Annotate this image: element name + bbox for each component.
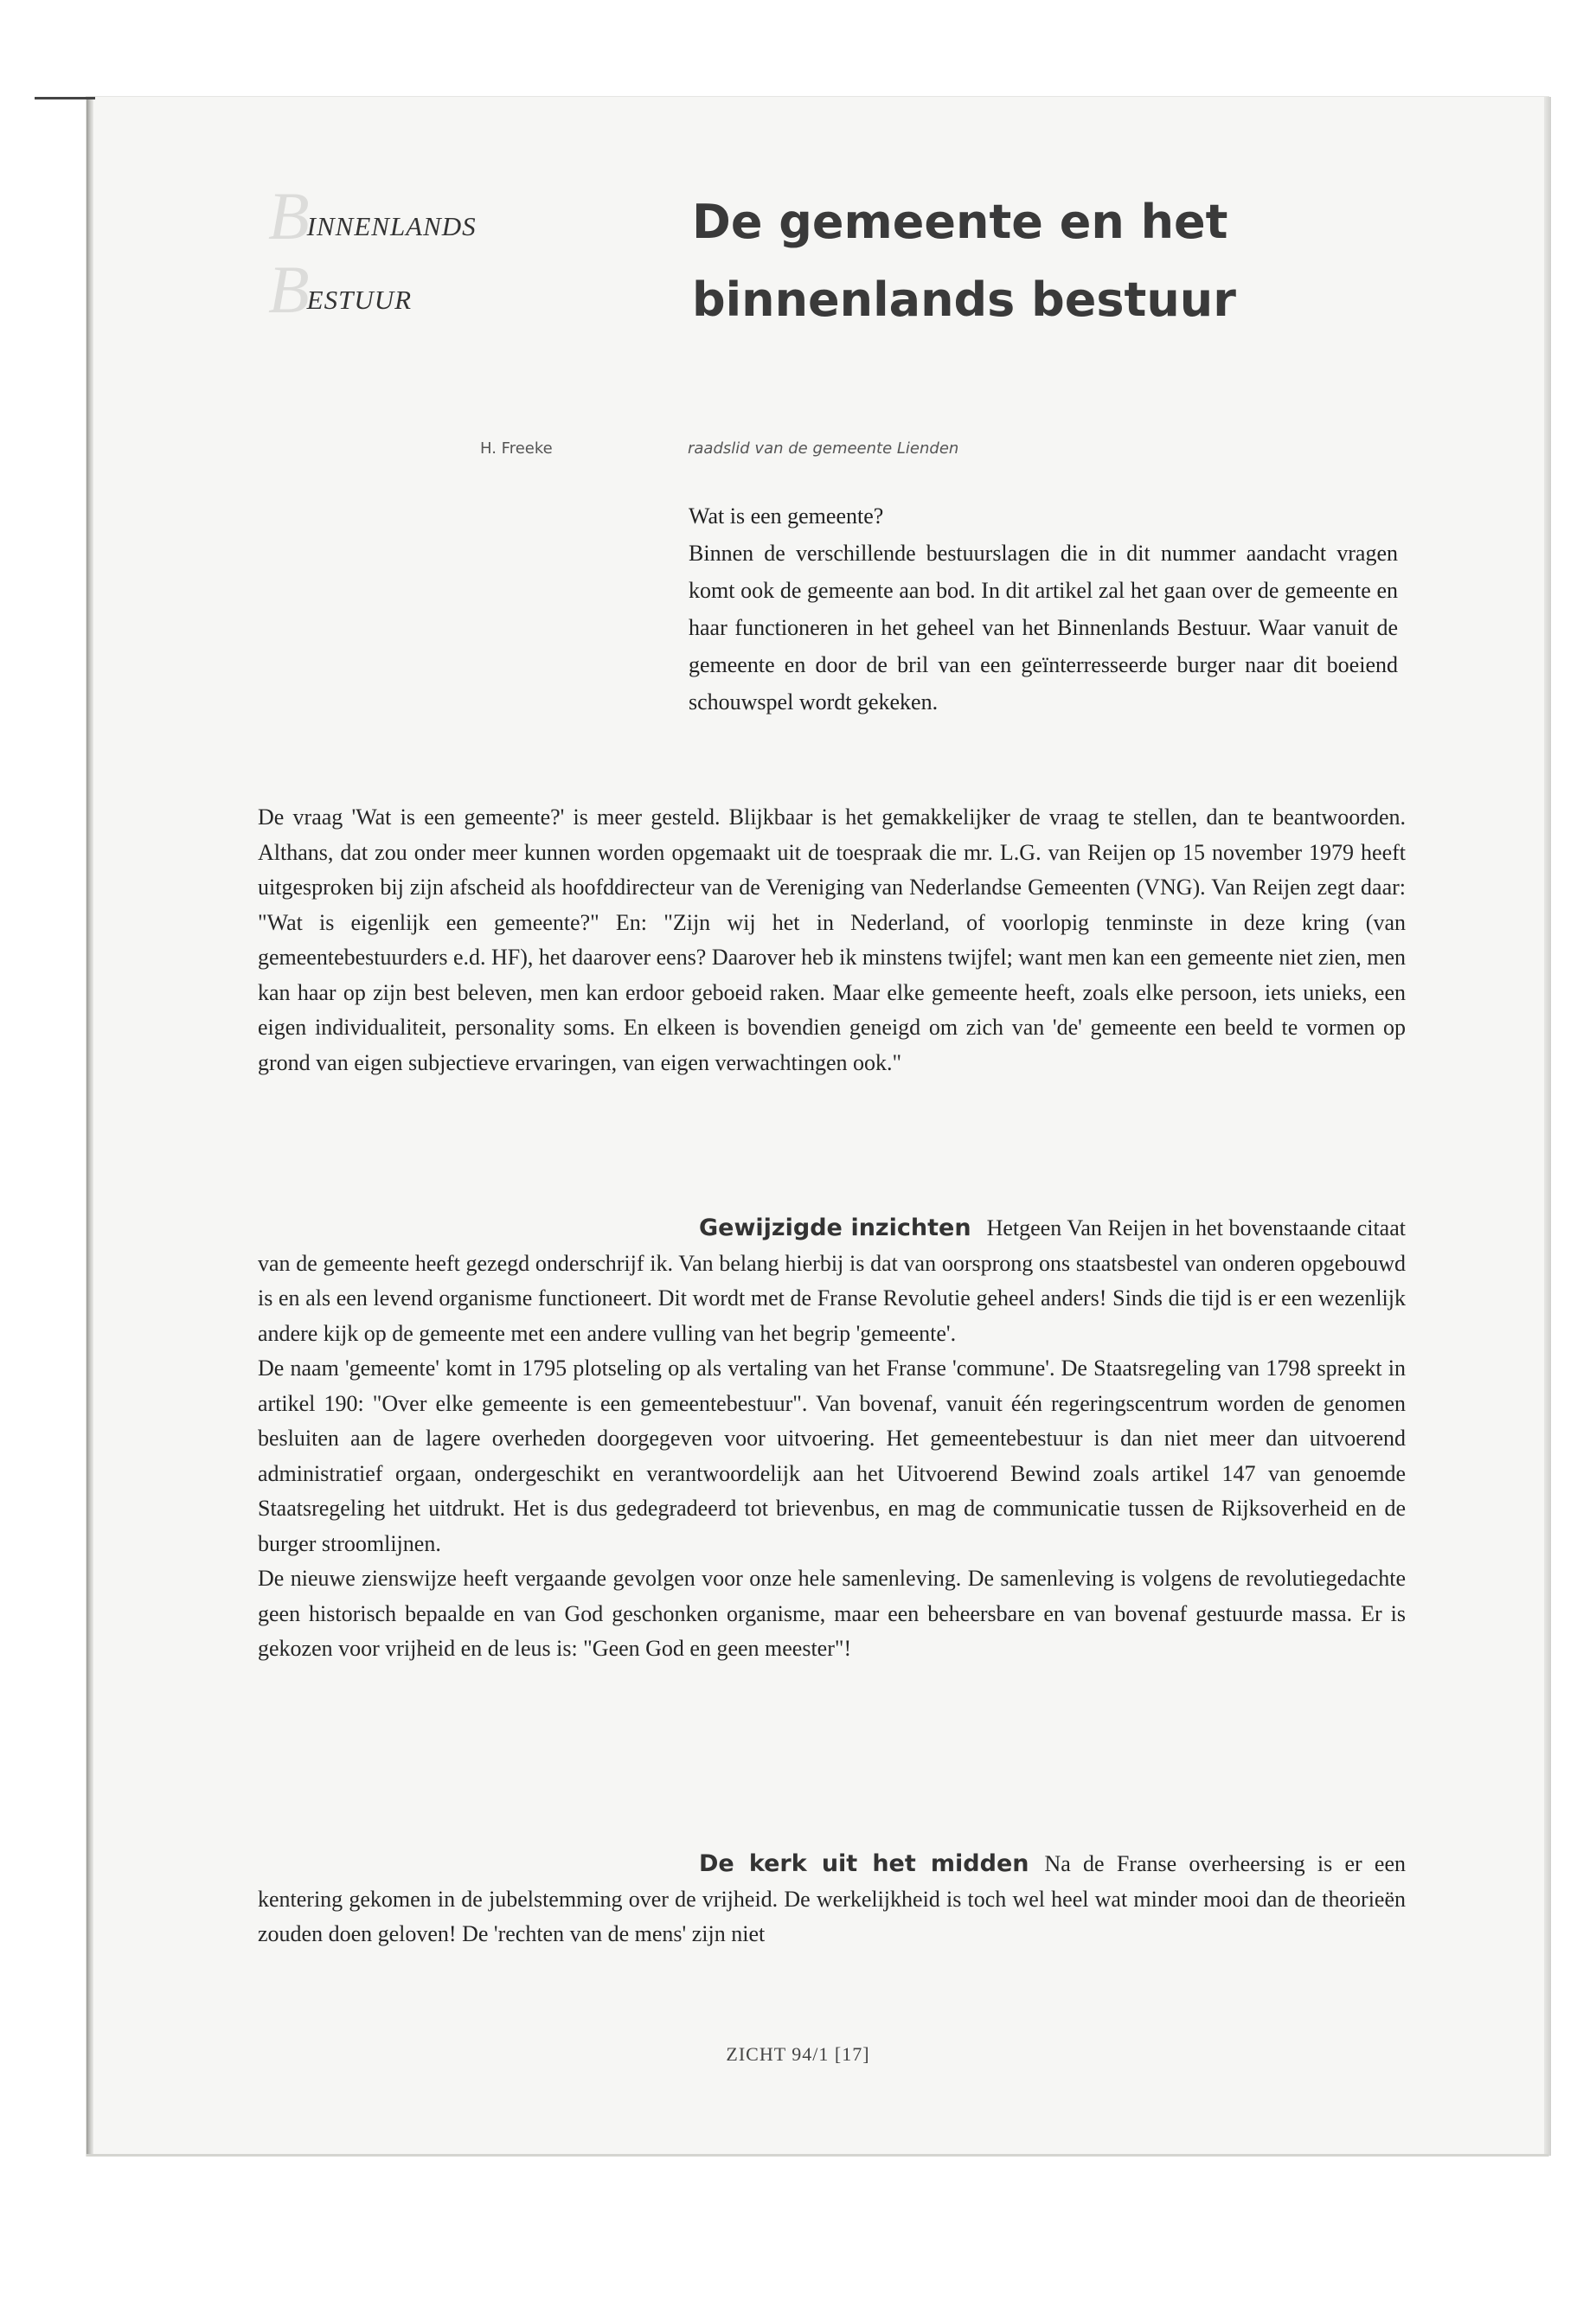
body-section-2 (258, 1211, 1406, 1667)
page-edge-right (1544, 97, 1551, 2156)
intro-block (689, 497, 1398, 721)
paragraph-5-container (258, 1847, 1406, 1952)
kicker-initial-1: B (268, 178, 311, 253)
body-section-1 (258, 800, 1406, 1080)
page-edge-bottom (87, 2154, 1548, 2157)
kicker-rest-1: INNENLANDS (306, 211, 477, 241)
section-heading-de-kerk-uit-het-midden: De kerk uit het midden (699, 1850, 1029, 1877)
binding-edge-line (35, 97, 95, 99)
intro-question: Wat is een gemeente? (689, 503, 884, 529)
title-line-1: De gemeente en het (692, 195, 1228, 249)
paragraph-5: Na de Franse overheersing is er een kentering gekomen in de jubelstemming over de vrijheid. De werkelijkheid is toch wel heel wat minder mooi dan de theorieën zouden doen geloven! De 'rechten van de mens' zijn niet (258, 1851, 1406, 1946)
section-kicker-line1 (268, 177, 477, 255)
intro-text: Binnen de verschillende bestuurslagen die in dit nummer aandacht vragen komt ook de gemeente aan bod. In dit artikel zal het gaan over de gemeente en haar functioneren in het geheel van het Binnenlands Bestuur. Waar vanuit de gemeente en door de bril van een geïnterresseerde burger naar dit boeiend schouwspel wordt gekeken. (689, 541, 1398, 715)
paragraph-3: De naam 'gemeente' komt in 1795 plotseling op als vertaling van het Franse 'commune'. De Staatsregeling van 1798 spreekt in artikel 190: "Over elke gemeente is een gemeentebestuur". Van bovenaf, vanuit één regeringscentrum worden de genomen besluiten aan de lagere overheden doorgegeven voor uitvoering. Het gemeentebestuur is dan niet meer dan uitvoerend administratief orgaan, ondergeschikt en verantwoordelijk aan het Uitvoerend Bewind zoals artikel 147 van genoemde Staatsregeling het uitdrukt. Het is dus gedegradeerd tot brievenbus, en mag de communicatie tussen de Rijksoverheid en de burger stroomlijnen. (258, 1356, 1406, 1556)
binding-spine (87, 97, 93, 2156)
section-kicker-line2 (268, 251, 412, 329)
title-line-2: binnenlands bestuur (692, 272, 1236, 327)
article-title (692, 183, 1367, 339)
author-name: H. Freeke (480, 439, 553, 458)
paragraph-1: De vraag 'Wat is een gemeente?' is meer gesteld. Blijkbaar is het gemakkelijker de vraag te stellen, dan te beantwoorden. Althans, dat zou onder meer kunnen worden opgemaakt uit de toespraak die mr. L.G. van Reijen op 15 november 1979 heeft uitgesproken bij zijn afscheid als hoofddirecteur van de Vereniging van Nederlandse Gemeenten (VNG). Van Reijen zegt daar: "Wat is eigenlijk een gemeente?" En: "Zijn wij het in Nederland, of voorlopig tenminste in deze kring (van gemeentebestuurders e.d. HF), het daarover eens? Daarover heb ik minstens twijfel; want men kan een gemeente niet zien, men kan haar op zijn best beleven, men kan erdoor geboeid raken. Maar elke gemeente heeft, zoals elke persoon, iets unieks, een eigen individualiteit, personality soms. En elkeen is bovendien geneigd om zich van 'de' gemeente een beeld te vormen op grond van eigen subjectieve ervaringen, van eigen verwachtingen ook." (258, 804, 1406, 1075)
author-role: raadslid van de gemeente Lienden (688, 439, 959, 458)
paragraph-4: De nieuwe zienswijze heeft vergaande gevolgen voor onze hele samenleving. De samenleving is volgens de revolutiegedachte geen historisch bepaalde en van God geschonken organisme, maar een beheersbare en van bovenaf gestuurde massa. Er is gekozen voor vrijheid en de leus is: "Geen God en geen meester"! (258, 1566, 1406, 1661)
kicker-initial-2: B (268, 252, 311, 327)
section-heading-gewijzigde-inzichten: Gewijzigde inzichten (699, 1215, 971, 1241)
paragraph-2-container (258, 1211, 1406, 1351)
paragraph-2: Hetgeen Van Reijen in het bovenstaande citaat van de gemeente heeft gezegd onderschrijf ik. Van belang hierbij is dat van oorsprong ons staatsbestel van onderen opgebouwd is en als een levend organisme functioneert. Dit wordt met de Franse Revolutie geheel anders! Sinds die tijd is er een wezenlijk andere kijk op de gemeente met een andere vulling van het begrip 'gemeente'. (258, 1215, 1406, 1346)
page-footer: ZICHT 94/1 [17] (726, 2043, 870, 2065)
kicker-rest-2: ESTUUR (306, 285, 413, 315)
body-section-3 (258, 1847, 1406, 1952)
